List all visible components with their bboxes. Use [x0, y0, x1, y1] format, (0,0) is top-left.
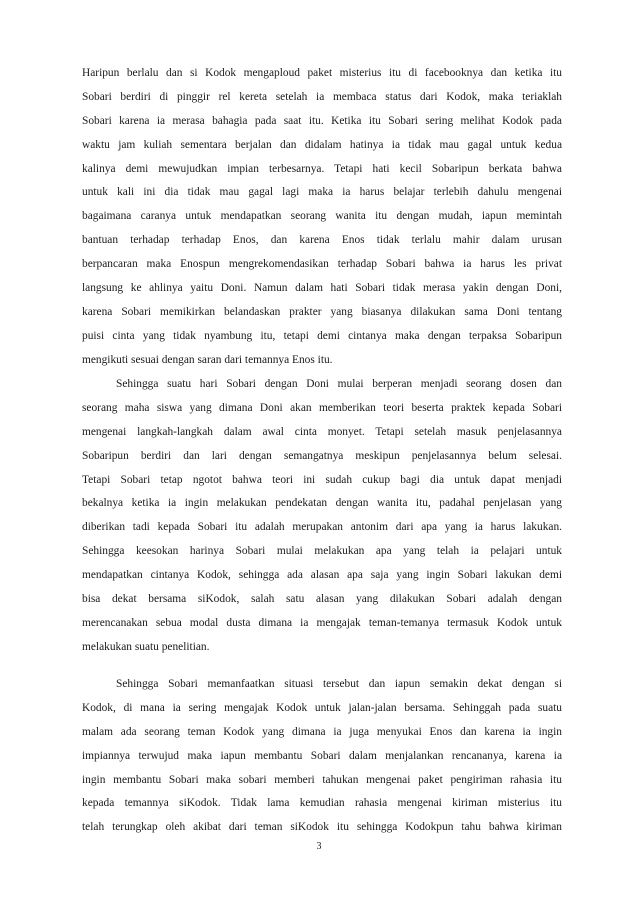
text-line: kalinya demi mewujudkan impian terbesarnya. Tetapi hati kecil Sobaripun berkata bahwa — [82, 162, 562, 175]
text-line: langsung ke ahlinya yaitu Doni. Namun dalam hati Sobari tidak merasa yakin dengan Doni, — [82, 282, 562, 295]
text-line: berpancaran maka Enospun mengrekomendasikan terhadap Sobari bahwa ia harus les privat — [82, 258, 562, 271]
text-line: untuk kali ini dia tidak mau gagal lagi maka ia harus belajar terlebih dahulu mengenai — [82, 186, 562, 199]
text-line: kepada temannya siKodok. Tidak lama kemudian rahasia mengenai kiriman misterius itu — [82, 797, 562, 810]
text-line: bantuan terhadap terhadap Enos, dan karena Enos tidak terlalu mahir dalam urusan — [82, 234, 562, 247]
paragraph-2 — [82, 373, 562, 660]
text-line: telah terungkap oleh akibat dari teman siKodok itu sehingga Kodokpun tahu bahwa kiriman — [82, 821, 562, 834]
text-line: Sehingga keesokan harinya Sobari mulai melakukan apa yang telah ia pelajari untuk — [82, 545, 562, 558]
text-line: waktu jam kuliah sementara berjalan dan didalam hatinya ia tidak mau gagal untuk kedua — [82, 138, 562, 151]
text-line: Sobari karena ia merasa bahagia pada saat itu. Ketika itu Sobari sering melihat Kodok pada — [82, 114, 562, 127]
text-line: Kodok, di mana ia sering mengajak Kodok untuk jalan-jalan bersama. Sehinggah pada suatu — [82, 701, 562, 714]
text-line: puisi cinta yang tidak nyambung itu, tetapi demi cintanya maka dengan terpaksa Sobaripun — [82, 329, 562, 342]
text-line: bisa dekat bersama siKodok, salah satu alasan yang dilakukan Sobari adalah dengan — [82, 593, 562, 606]
text-line: bekalnya ketika ia ingin melakukan pendekatan dengan wanita itu, padahal penjelasan yang — [82, 497, 562, 510]
page-number: 3 — [316, 841, 322, 852]
text-line: impiannya terwujud maka iapun membantu Sobari dalam menjalankan rencananya, karena ia — [82, 749, 562, 762]
text-line: mendapatkan cintanya Kodok, sehingga ada alasan apa saja yang ingin Sobari lakukan demi — [82, 569, 562, 582]
text-line: ingin membantu Sobari maka sobari memberi tahukan mengenai paket pengiriman rahasia itu — [82, 773, 562, 786]
paragraph-1 — [82, 62, 562, 373]
text-line: Haripun berlalu dan si Kodok mengaploud paket misterius itu di facebooknya dan ketika itu — [82, 67, 562, 79]
text-line: Sehingga suatu hari Sobari dengan Doni mulai berperan menjadi seorang dosen dan — [116, 378, 562, 390]
text-line: Sobari berdiri di pinggir rel kereta setelah ia membaca status dari Kodok, maka teriaklah — [82, 90, 562, 103]
text-line: bagaimana caranya untuk mendapatkan seorang wanita itu dengan mudah, iapun memintah — [82, 210, 562, 223]
text-line: mengikuti sesuai dengan saran dari temannya Enos itu. — [82, 353, 333, 366]
text-line: karena Sobari memikirkan belandaskan prakter yang biasanya dilakukan sama Doni tentang — [82, 305, 562, 318]
paragraph-3 — [82, 673, 562, 840]
text-line: malam ada seorang teman Kodok yang dimana ia juga menyukai Enos dan karena ia ingin — [82, 725, 562, 738]
text-line: merencanakan sebua modal dusta dimana ia mengajak teman-temanya termasuk Kodok untuk — [82, 616, 562, 629]
text-line: Sehingga Sobari memanfaatkan situasi tersebut dan iapun semakin dekat dengan si — [116, 678, 562, 690]
text-line: diberikan tadi kepada Sobari itu adalah merupakan antonim dari apa yang ia harus lakukan. — [82, 521, 562, 534]
text-line: melakukan suatu penelitian. — [82, 640, 210, 653]
text-line: seorang maha siswa yang dimana Doni akan memberikan teori beserta praktek kepada Sobari — [82, 401, 562, 414]
text-line: mengenai langkah-langkah dalam awal cinta monyet. Tetapi setelah masuk penjelasannya — [82, 425, 562, 438]
text-line: Tetapi Sobari tetap ngotot bahwa teori ini sudah cukup bagi dia untuk dapat menjadi — [82, 473, 562, 486]
text-line: Sobaripun berdiri dan lari dengan semangatnya meskipun penjelasannya belum selesai. — [82, 449, 562, 462]
